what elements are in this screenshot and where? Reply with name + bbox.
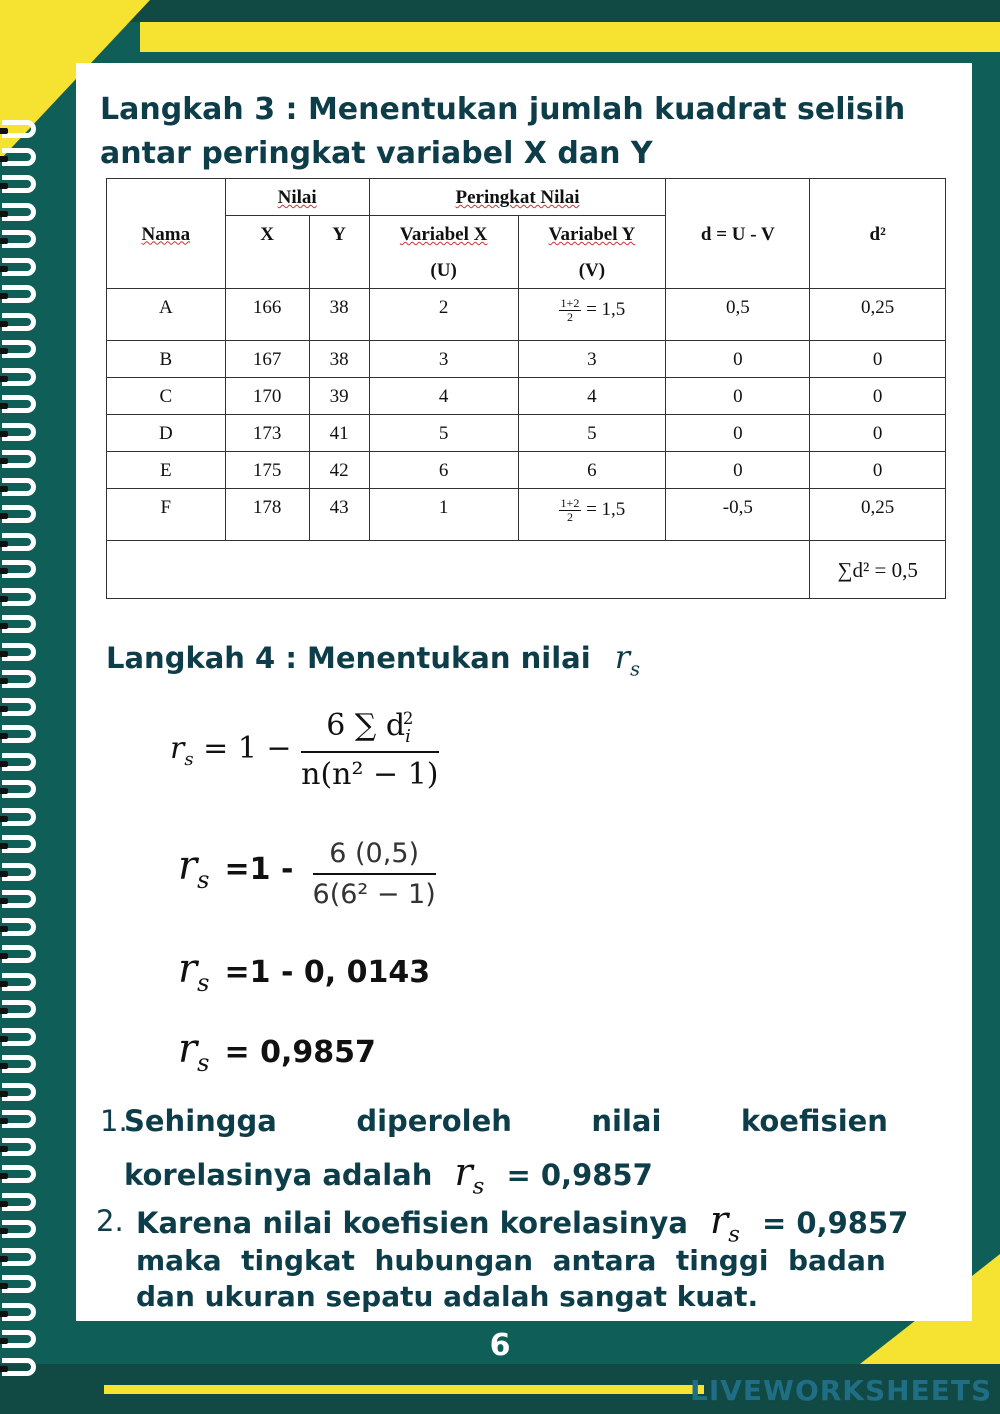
conclusion-1-line2 <box>124 1150 653 1200</box>
spiral-ring <box>2 1193 36 1211</box>
col-nilai: Nilai <box>277 187 317 208</box>
formula-substitution <box>178 838 436 910</box>
spiral-ring <box>2 230 36 248</box>
cell-nama: A <box>107 289 226 341</box>
eq2-lhs: =1 - <box>224 851 294 887</box>
spiral-ring <box>2 450 36 468</box>
rs-sub: s <box>472 1173 485 1200</box>
spiral-ring <box>2 725 36 743</box>
cell-v: 3 <box>518 341 666 378</box>
spiral-ring <box>2 1110 36 1128</box>
conclusion-1-text: korelasinya adalah <box>124 1158 433 1192</box>
spiral-ring <box>2 560 36 578</box>
cell-nama: F <box>107 489 226 541</box>
conclusion-1-number: 1. <box>100 1104 128 1138</box>
rs-symbol <box>454 1150 485 1200</box>
cell-u: 3 <box>369 341 518 378</box>
eq3-text: =1 - 0, 0143 <box>224 955 431 990</box>
cell-v-fraction <box>518 289 666 341</box>
rs-sub: s <box>197 969 210 997</box>
col-vary: Variabel Y <box>548 224 636 245</box>
spiral-ring <box>2 588 36 606</box>
cell-d: 0,5 <box>666 289 810 341</box>
spiral-ring <box>2 148 36 166</box>
conclusion-1-line1 <box>124 1104 888 1138</box>
table-row <box>107 341 946 378</box>
cell-d2: 0 <box>810 378 946 415</box>
rs-symbol <box>710 1198 740 1248</box>
cell-x: 166 <box>225 289 309 341</box>
spiral-ring <box>2 505 36 523</box>
frac-den: 2 <box>566 510 573 524</box>
rs-r: r <box>178 1026 198 1072</box>
spiral-ring <box>2 1220 36 1238</box>
table-row <box>107 452 946 489</box>
spiral-ring <box>2 1303 36 1321</box>
col-nama: Nama <box>141 223 191 245</box>
cell-v: 4 <box>518 378 666 415</box>
spiral-ring <box>2 670 36 688</box>
col-d2: d² <box>810 179 946 289</box>
cell-d2: 0,25 <box>810 289 946 341</box>
cell-d: 0 <box>666 452 810 489</box>
word: nilai <box>591 1104 662 1138</box>
spiral-ring <box>2 175 36 193</box>
step4-heading <box>106 638 640 680</box>
cell-d: -0,5 <box>666 489 810 541</box>
eq1-num-text: 6 ∑ d <box>326 708 406 743</box>
col-varx: Variabel X <box>399 224 488 245</box>
spiral-ring <box>2 368 36 386</box>
rs-sub: s <box>630 657 640 681</box>
eq2-num: 6 (0,5) <box>313 838 436 875</box>
spiral-ring <box>2 753 36 771</box>
ranking-table <box>106 178 946 599</box>
col-d: d = U - V <box>666 179 810 289</box>
cell-x: 167 <box>225 341 309 378</box>
rs-symbol <box>614 638 640 681</box>
col-u: (U) <box>369 252 518 289</box>
cell-u: 1 <box>369 489 518 541</box>
spiral-ring <box>2 1138 36 1156</box>
table-row <box>107 378 946 415</box>
col-y: Y <box>309 216 369 289</box>
top-yellow-band <box>140 22 1000 52</box>
sum-row <box>107 541 946 599</box>
eq1-num: 6 ∑ $d_i^2$ <box>301 708 438 753</box>
spiral-ring <box>2 835 36 853</box>
eq1-lhs: = 1 − <box>203 731 292 766</box>
spiral-ring <box>2 1275 36 1293</box>
cell-y: 39 <box>309 378 369 415</box>
cell-nama: D <box>107 415 226 452</box>
page-number: 6 <box>489 1328 511 1363</box>
frac-den: 2 <box>566 310 573 324</box>
cell-nama: C <box>107 378 226 415</box>
rs-symbol <box>170 731 194 770</box>
cell-u: 6 <box>369 452 518 489</box>
spiral-ring <box>2 285 36 303</box>
rs-r: r <box>454 1150 473 1194</box>
spiral-binding <box>0 120 50 1400</box>
rs-r: r <box>614 638 631 676</box>
word: diperoleh <box>356 1104 512 1138</box>
rs-r: r <box>170 731 185 766</box>
spiral-ring <box>2 203 36 221</box>
rs-r: r <box>710 1198 729 1242</box>
cell-v: 6 <box>518 452 666 489</box>
spiral-ring <box>2 258 36 276</box>
spiral-ring <box>2 1000 36 1018</box>
frac-eq: = 1,5 <box>586 298 626 320</box>
cell-v-fraction <box>518 489 666 541</box>
cell-y: 41 <box>309 415 369 452</box>
cell-nama: B <box>107 341 226 378</box>
sum-empty <box>107 541 810 599</box>
bottom-yellow-line <box>104 1385 704 1394</box>
col-peringkat: Peringkat Nilai <box>455 187 580 208</box>
conclusion-2-text: Karena nilai koefisien korelasinya <box>136 1206 688 1240</box>
spiral-ring <box>2 1055 36 1073</box>
eq2-fraction <box>313 838 436 910</box>
table-row <box>107 289 946 341</box>
spiral-ring <box>2 973 36 991</box>
frac-eq: = 1,5 <box>586 498 626 520</box>
cell-nama: E <box>107 452 226 489</box>
top-dark-band <box>0 0 1000 22</box>
step3-heading: Langkah 3 : Menentukan jumlah kuadrat selisih antar peringkat variabel X dan Y <box>100 92 906 171</box>
conclusion-2-line2: maka tingkat hubungan antara tinggi badan <box>136 1244 886 1277</box>
rs-r: r <box>178 842 198 889</box>
cell-x: 173 <box>225 415 309 452</box>
cell-y: 42 <box>309 452 369 489</box>
eq2-den: 6(6² − 1) <box>312 879 436 910</box>
cell-d: 0 <box>666 378 810 415</box>
rs-symbol <box>178 842 210 894</box>
spiral-ring <box>2 340 36 358</box>
table-row <box>107 489 946 541</box>
spiral-ring <box>2 313 36 331</box>
cell-u: 2 <box>369 289 518 341</box>
spiral-ring <box>2 698 36 716</box>
sum-d2: ∑d² = 0,5 <box>810 541 946 599</box>
cell-u: 5 <box>369 415 518 452</box>
spiral-ring <box>2 643 36 661</box>
conclusion-2-line1 <box>136 1198 908 1248</box>
step4-text: Langkah 4 : Menentukan nilai <box>106 641 591 675</box>
word: Sehingga <box>124 1104 277 1138</box>
rs-sub: s <box>728 1221 740 1248</box>
liveworksheets-watermark: LIVEWORKSHEETS <box>690 1374 993 1407</box>
cell-x: 178 <box>225 489 309 541</box>
spiral-ring <box>2 863 36 881</box>
word: koefisien <box>740 1104 888 1138</box>
spiral-ring <box>2 918 36 936</box>
rs-sub: s <box>197 1049 210 1077</box>
cell-y: 43 <box>309 489 369 541</box>
spiral-ring <box>2 780 36 798</box>
cell-d2: 0,25 <box>810 489 946 541</box>
cell-v: 5 <box>518 415 666 452</box>
spiral-ring <box>2 478 36 496</box>
spiral-ring <box>2 808 36 826</box>
cell-x: 170 <box>225 378 309 415</box>
spiral-ring <box>2 1165 36 1183</box>
rs-symbol <box>178 1026 210 1077</box>
spiral-ring <box>2 890 36 908</box>
cell-y: 38 <box>309 341 369 378</box>
conclusion-2-number: 2. <box>96 1204 124 1238</box>
formula-result <box>178 1026 376 1077</box>
frac-num: 1+2 <box>560 496 580 510</box>
spiral-ring <box>2 395 36 413</box>
eq1-fraction <box>301 708 438 792</box>
cell-d: 0 <box>666 341 810 378</box>
spiral-ring <box>2 120 36 138</box>
conclusion-2-value: = 0,9857 <box>762 1206 909 1240</box>
table-row <box>107 415 946 452</box>
formula-general <box>170 708 439 792</box>
cell-y: 38 <box>309 289 369 341</box>
cell-d2: 0 <box>810 341 946 378</box>
cell-u: 4 <box>369 378 518 415</box>
spiral-ring <box>2 533 36 551</box>
cell-d: 0 <box>666 415 810 452</box>
col-x: X <box>225 216 309 289</box>
formula-step3 <box>178 946 430 997</box>
spiral-ring <box>2 1248 36 1266</box>
conclusion-1-value: = 0,9857 <box>506 1158 653 1192</box>
spiral-ring <box>2 615 36 633</box>
cell-d2: 0 <box>810 452 946 489</box>
rs-sub: s <box>197 865 210 894</box>
col-v: (V) <box>518 252 666 289</box>
rs-sub: s <box>184 749 194 770</box>
rs-r: r <box>178 946 198 992</box>
cell-d2: 0 <box>810 415 946 452</box>
rs-symbol <box>178 946 210 997</box>
eq4-text: = 0,9857 <box>224 1035 376 1070</box>
spiral-ring <box>2 945 36 963</box>
spiral-ring <box>2 1028 36 1046</box>
frac-num: 1+2 <box>560 296 580 310</box>
spiral-ring <box>2 423 36 441</box>
conclusion-2-line3: dan ukuran sepatu adalah sangat kuat. <box>136 1280 759 1313</box>
spiral-ring <box>2 1083 36 1101</box>
cell-x: 175 <box>225 452 309 489</box>
eq1-den: n(n² − 1) <box>301 757 439 792</box>
